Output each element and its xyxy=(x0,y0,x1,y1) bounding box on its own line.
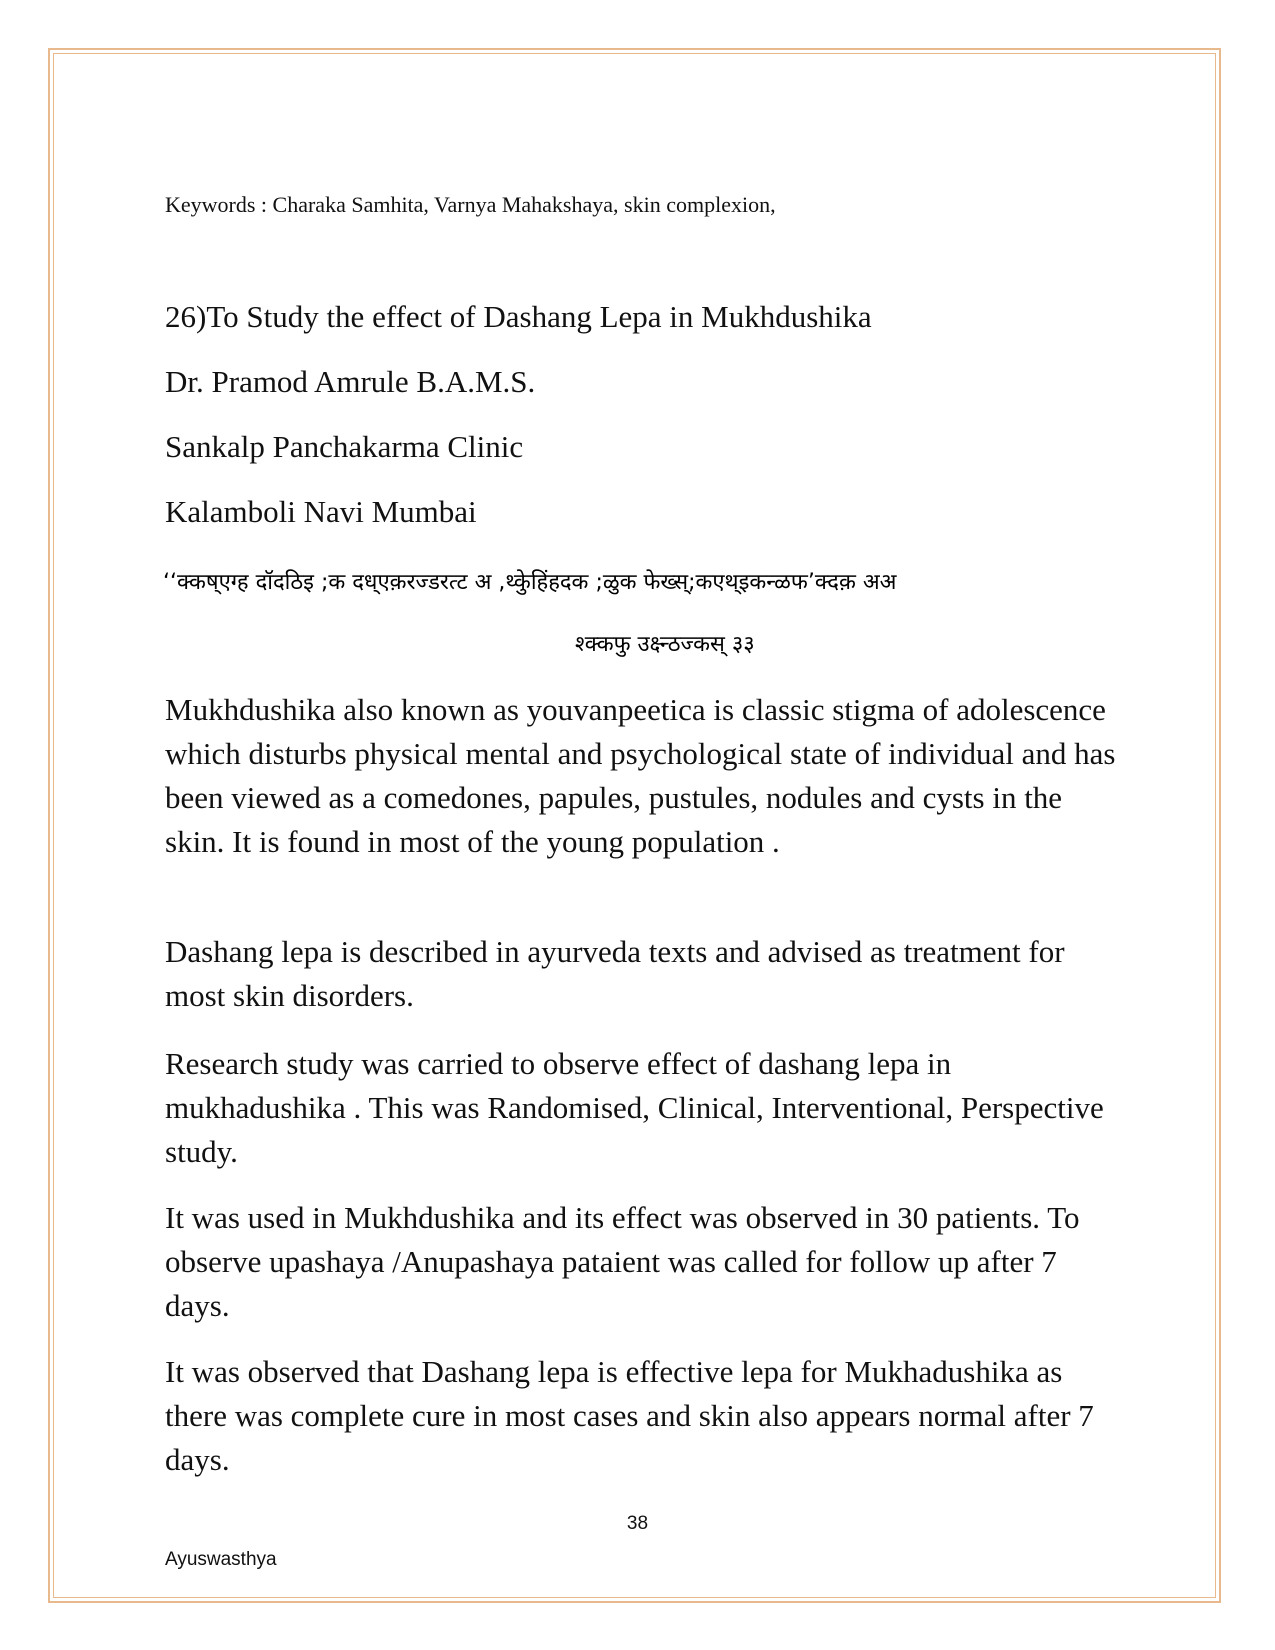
sanskrit-shloka: ‘‘क्कष्एग्ह दॉदठिइ ;क दध्एक़रज्डरत्ट अ ,थ्केुहिंहदक ;ळुक फेख्स्;कएथ्इकन्ळफ’क्दक़ अअ xyxy=(163,570,897,595)
paragraph-1: Mukhdushika also known as youvanpeetica is classic stigma of adolescence which disturbs physical mental and psychological state of individual and has been viewed as a comedones, papules, pustules, nodules and cysts in the skin. It is found in most of the young population . xyxy=(165,692,1116,859)
paragraph-3: Research study was carried to observe effect of dashang lepa in mukhadushika . This was Randomised, Clinical, Interventional, Perspective study. xyxy=(165,1046,1104,1169)
article-author: Dr. Pramod Amrule B.A.M.S. xyxy=(165,364,536,399)
shloka-reference: श्क्कफु उक्ष्न्ठज्कस् ३३ xyxy=(575,632,755,657)
paragraph-2: Dashang lepa is described in ayurveda texts and advised as treatment for most skin disorders. xyxy=(165,934,1065,1013)
footer-journal-name: Ayuswasthya xyxy=(165,1549,277,1570)
article-title: 26)To Study the effect of Dashang Lepa in Mukhdushika xyxy=(165,299,872,334)
article-clinic: Sankalp Panchakarma Clinic xyxy=(165,429,524,464)
paragraph-5: It was observed that Dashang lepa is effective lepa for Mukhadushika as there was complete cure in most cases and skin also appears normal after 7 days. xyxy=(165,1354,1094,1477)
page-number: 38 xyxy=(626,1513,649,1534)
paragraph-4: It was used in Mukhdushika and its effect was observed in 30 patients. To observe upashaya /Anupashaya pataient was called for follow up after 7 days. xyxy=(165,1200,1080,1323)
article-location: Kalamboli Navi Mumbai xyxy=(165,494,477,529)
keywords-line: Keywords : Charaka Samhita, Varnya Mahakshaya, skin complexion, xyxy=(165,192,776,217)
